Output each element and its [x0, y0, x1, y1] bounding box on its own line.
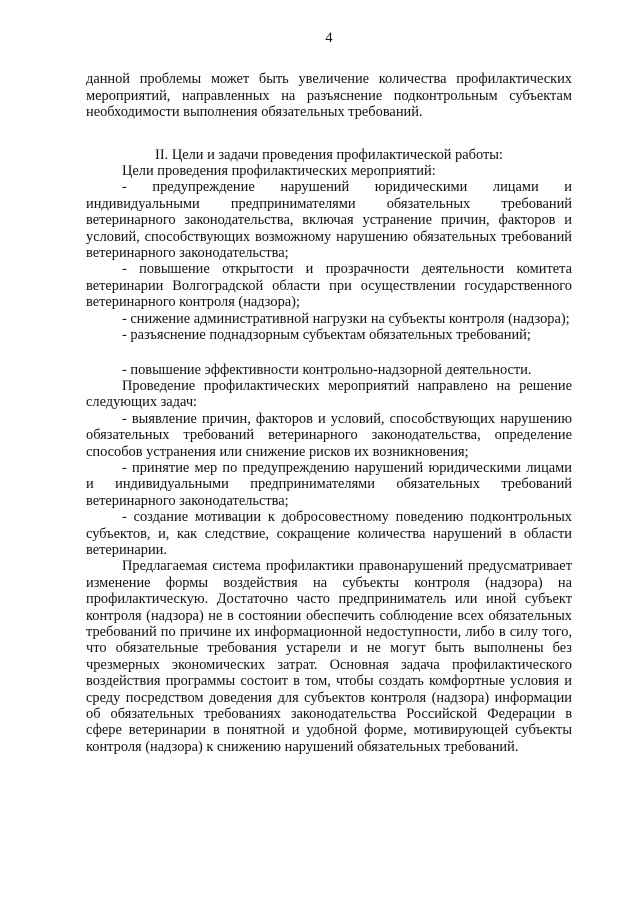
paragraph-system: Предлагаемая система профилактики правонарушений предусматривает изменение формы воздействия на субъекты контроля (надзора) на профилактическую. Достаточно часто предприниматель или иной субъект контроля (надзора) не в состоянии обеспечить соблюдение всех обязательных требований по причине их информационной недоступности, либо в силу того, что обязательные требования устарели и не могут быть выполнены без чрезмерных экономических затрат. Основная задача профилактического воздействия программы состоит в том, чтобы создать комфортные условия и среду посредством доведения для субъектов контроля (надзора) информации об обязательных требованиях законодательства Российской Федерации в сфере ветеринарии в понятной и удобной форме, мотивирующей субъекты контроля (надзора) к снижению нарушений обязательных требований. [86, 558, 572, 755]
goals-heading: Цели проведения профилактических мероприятий: [122, 163, 436, 180]
goal-item-1: - предупреждение нарушений юридическими лицами и индивидуальными предпринимателями обязательных требований ветеринарного законодательства, включая устранение причин, факторов и условий, способствующих возможному нарушению обязательных требований ветеринарного законодательства; [86, 179, 572, 262]
paragraph-intro: данной проблемы может быть увеличение количества профилактических мероприятий, направленных на разъяснение подконтрольным субъектам необходимости выполнения обязательных требований. [86, 71, 572, 121]
goal-item-5: - повышение эффективности контрольно-надзорной деятельности. [122, 361, 532, 378]
goal-item-2: - повышение открытости и прозрачности деятельности комитета ветеринарии Волгоградской области при осуществлении государственного ветеринарного контроля (надзора); [86, 261, 572, 311]
task-item-3: - создание мотивации к добросовестному поведению подконтрольных субъектов, и, как следствие, сокращение количества нарушений в области ветеринарии. [86, 509, 572, 558]
goal-item-4: - разъяснение поднадзорным субъектам обязательных требований; [122, 327, 531, 344]
goal-item-3: - снижение административной нагрузки на субъекты контроля (надзора); [122, 310, 570, 327]
page-number: 4 [325, 30, 333, 46]
task-item-2: - принятие мер по предупреждению нарушений юридическими лицами и индивидуальными предпринимателями обязательных требований ветеринарного законодательства; [86, 459, 572, 509]
section-heading: II. Цели и задачи проведения профилактической работы: [155, 146, 503, 163]
tasks-heading: Проведение профилактических мероприятий направлено на решение следующих задач: [86, 377, 572, 411]
document-page [86, 30, 572, 755]
task-item-1: - выявление причин, факторов и условий, способствующих нарушению обязательных требований ветеринарного законодательства, определение способов устранения или снижение рисков их возникновения; [86, 410, 572, 460]
